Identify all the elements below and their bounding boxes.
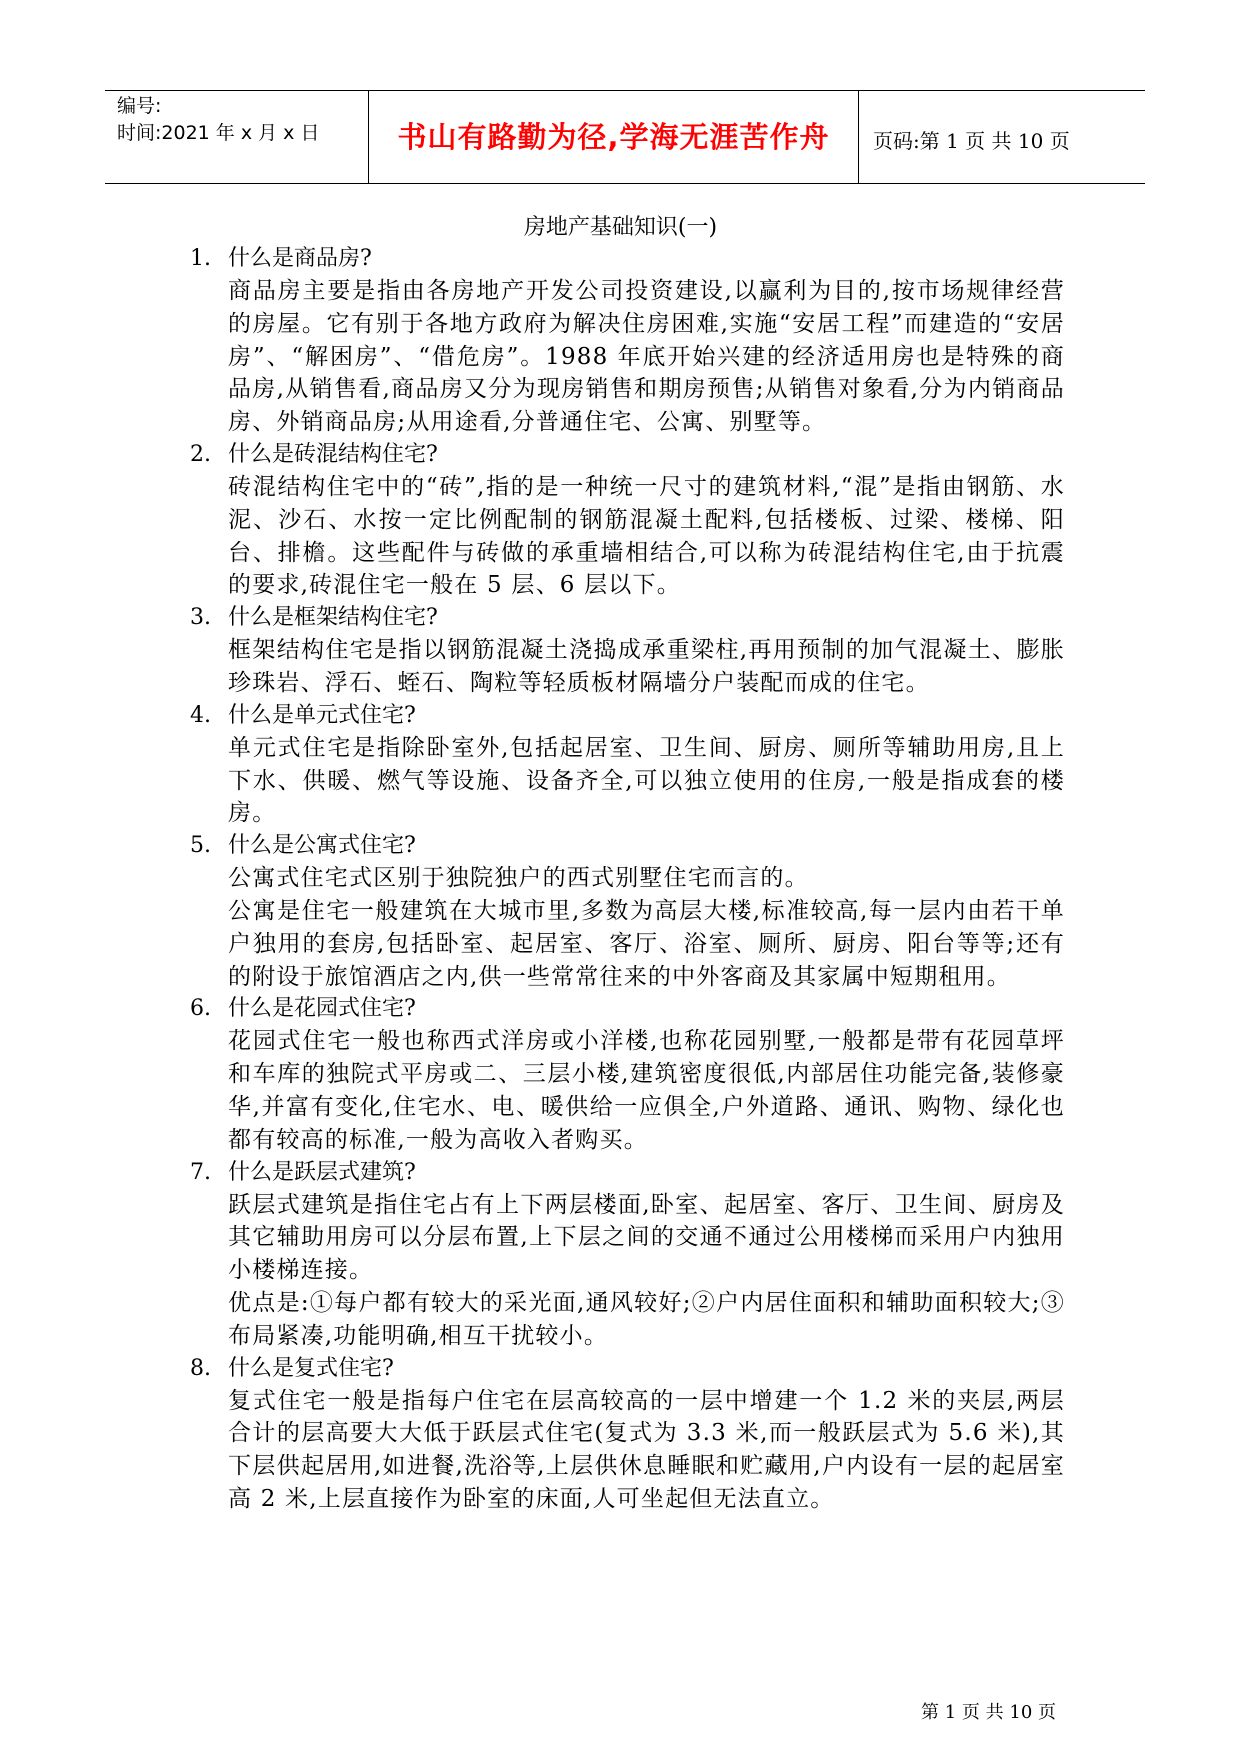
question-text: 什么是跃层式建筑?	[228, 1159, 416, 1185]
question-number: 2.	[190, 441, 211, 467]
answer-paragraph: 花园式住宅一般也称西式洋房或小洋楼,也称花园别墅,一般都是带有花园草坪和车库的独院式平房或二、三层小楼,建筑密度很低,内部居住功能完备,装修豪华,并富有变化,住宅水、电、暖供给一应俱全,户外道路、通讯、购物、绿化也都有较高的标准,一般为高收入者购买。	[228, 1028, 1065, 1153]
answer-paragraph: 砖混结构住宅中的“砖”,指的是一种统一尺寸的建筑材料,“混”是指由钢筋、水泥、沙石、水按一定比例配制的钢筋混凝土配料,包括楼板、过梁、楼梯、阳台、排檐。这些配件与砖做的承重墙相结合,可以称为砖混结构住宅,由于抗震的要求,砖混住宅一般在 5 层、6 层以下。	[228, 473, 1065, 599]
qa-item	[190, 700, 1065, 830]
header-divider	[858, 91, 859, 183]
answer-paragraph: 优点是:①每户都有较大的采光面,通风较好;②户内居住面积和辅助面积较大;③布局紧凑,功能明确,相互干扰较小。	[228, 1289, 1065, 1349]
question-text: 什么是公寓式住宅?	[228, 833, 416, 859]
page-footer: 第 1 页 共 10 页	[921, 1702, 1056, 1723]
qa-item	[190, 993, 1065, 1156]
qa-item	[190, 439, 1065, 602]
question-heading	[190, 700, 1065, 732]
header-meta	[117, 93, 367, 147]
answer-paragraph: 公寓是住宅一般建筑在大城市里,多数为高层大楼,标准较高,每一层内由若干单户独用的套房,包括卧室、起居室、客厅、浴室、厕所、厨房、阳台等等;还有的附设于旅馆酒店之内,供一些常常往来的中外客商及其家属中短期租用。	[228, 897, 1065, 990]
qa-item	[190, 602, 1065, 700]
answer-paragraph: 跃层式建筑是指住宅占有上下两层楼面,卧室、起居室、客厅、卫生间、厨房及其它辅助用房可以分层布置,上下层之间的交通不通过公用楼梯而采用户内独用小楼梯连接。	[228, 1191, 1065, 1284]
number-label: 编号:	[117, 95, 162, 117]
question-text: 什么是复式住宅?	[228, 1355, 394, 1381]
question-text: 什么是砖混结构住宅?	[228, 441, 438, 467]
question-number: 3.	[190, 605, 211, 631]
header-motto: 书山有路勤为径,学海无涯苦作舟	[397, 120, 830, 154]
qa-item	[190, 1157, 1065, 1353]
qa-item	[190, 1353, 1065, 1516]
page-number-label: 页码:第 1 页 共 10 页	[873, 129, 1070, 153]
question-heading	[190, 993, 1065, 1025]
question-heading	[190, 439, 1065, 471]
question-text: 什么是框架结构住宅?	[228, 605, 438, 631]
question-number: 1.	[190, 246, 211, 271]
question-heading	[190, 602, 1065, 634]
page-header	[105, 90, 1145, 184]
answer-paragraph: 公寓式住宅式区别于独院独户的西式别墅住宅而言的。	[228, 865, 809, 892]
question-heading	[190, 1157, 1065, 1189]
document-body	[190, 243, 1065, 1516]
qa-item	[190, 243, 1065, 439]
question-text: 什么是单元式住宅?	[228, 702, 416, 728]
answer-paragraph: 商品房主要是指由各房地产开发公司投资建设,以赢利为目的,按市场规律经营的房屋。它有别于各地方政府为解决住房困难,实施“安居工程”而建造的“安居房”、“解困房”、“借危房”。1988 年底开始兴建的经济适用房也是特殊的商品房,从销售看,商品房又分为现房销售和期房预售;从销售对象看,分为内销商品房、外销商品房;从用途看,分普通住宅、公寓、别墅等。	[228, 278, 1065, 436]
question-heading	[190, 243, 1065, 275]
question-text: 什么是花园式住宅?	[228, 996, 416, 1022]
answer-paragraph: 复式住宅一般是指每户住宅在层高较高的一层中增建一个 1.2 米的夹层,两层合计的层高要大大低于跃层式住宅(复式为 3.3 米,而一般跃层式为 5.6 米),其下层供起居用,如进餐,洗浴等,上层供休息睡眠和贮藏用,户内设有一层的起居室高 2 米,上层直接作为卧室的床面,人可坐起但无法直立。	[228, 1387, 1065, 1512]
document-title: 房地产基础知识(一)	[523, 215, 718, 240]
question-number: 5.	[190, 833, 211, 859]
question-number: 8.	[190, 1355, 211, 1381]
answer-paragraph: 单元式住宅是指除卧室外,包括起居室、卫生间、厨房、厕所等辅助用房,且上下水、供暖、燃气等设施、设备齐全,可以独立使用的住房,一般是指成套的楼房。	[228, 734, 1065, 827]
time-label: 时间:2021 年 x 月 x 日	[117, 122, 320, 144]
qa-item	[190, 830, 1065, 993]
question-number: 7.	[190, 1159, 211, 1185]
question-heading	[190, 830, 1065, 862]
question-number: 4.	[190, 702, 211, 728]
question-number: 6.	[190, 996, 211, 1022]
answer-paragraph: 框架结构住宅是指以钢筋混凝土浇捣成承重梁柱,再用预制的加气混凝土、膨胀珍珠岩、浮石、蛭石、陶粒等轻质板材隔墙分户装配而成的住宅。	[228, 637, 1065, 696]
question-text: 什么是商品房?	[228, 246, 372, 271]
question-heading	[190, 1353, 1065, 1385]
